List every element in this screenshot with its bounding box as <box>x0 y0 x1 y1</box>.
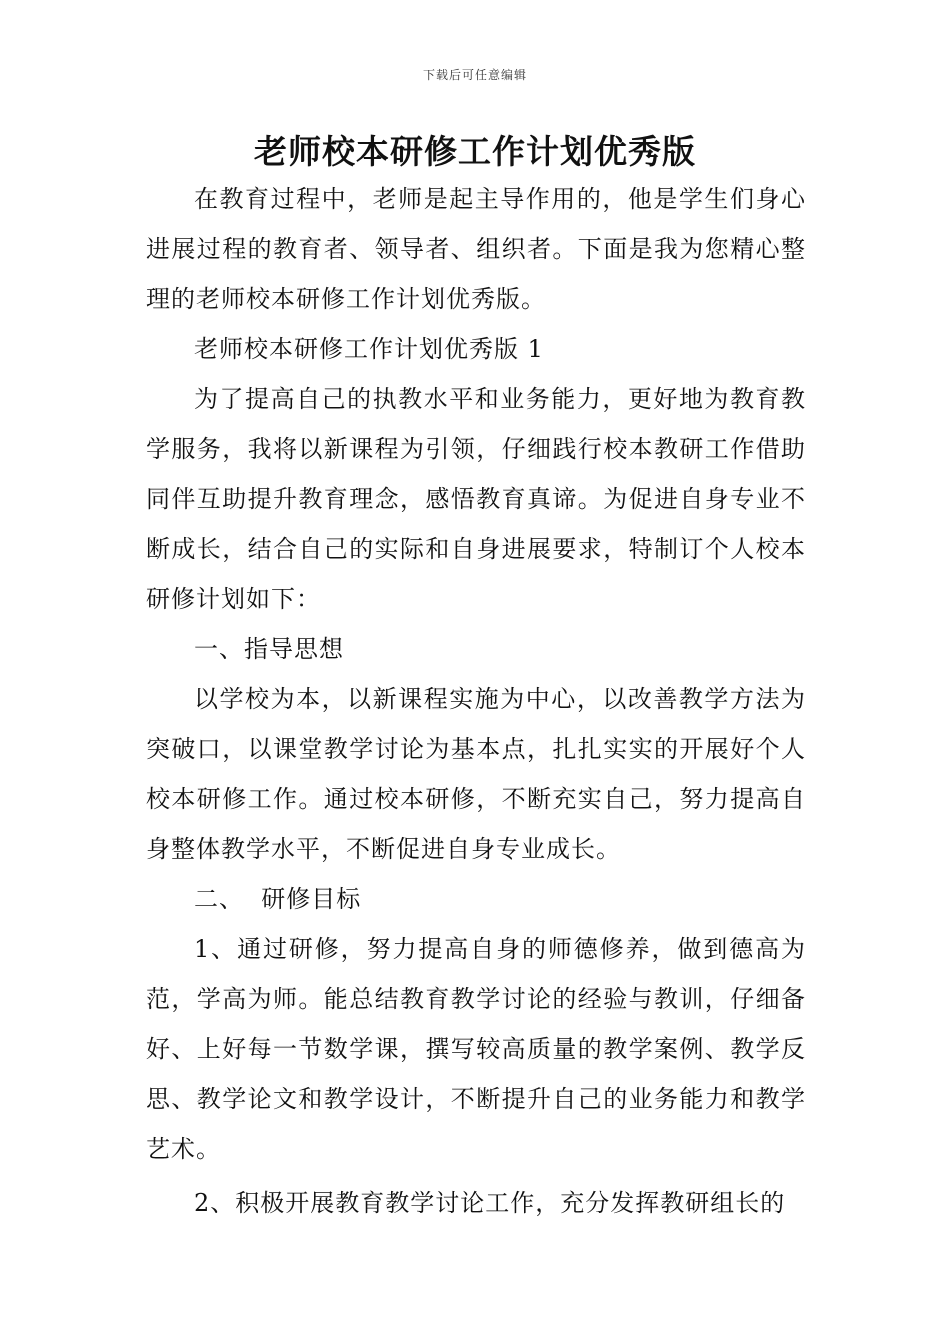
plan-intro-paragraph: 为了提高自己的执教水平和业务能力，更好地为教育教学服务，我将以新课程为引领，仔细践行校本教研工作借助同伴互助提升教育理念，感悟教育真谛。为促进自身专业不断成长，结合自己的实际和自身进展要求，特制订个人校本研修计划如下： <box>146 385 806 613</box>
document-body <box>146 174 806 1228</box>
header-note: 下载后可任意编辑 <box>422 68 527 82</box>
document-title: 老师校本研修工作计划优秀版 <box>254 132 696 171</box>
section-heading-guiding-ideology: 一、指导思想 <box>194 635 344 663</box>
section-heading-plan-1: 老师校本研修工作计划优秀版 1 <box>194 335 544 363</box>
section-heading-research-goals: 二、 研修目标 <box>194 885 362 913</box>
goal-item-2: 2、积极开展教育教学讨论工作，充分发挥教研组长的 <box>194 1189 786 1217</box>
intro-paragraph: 在教育过程中，老师是起主导作用的，他是学生们身心进展过程的教育者、领导者、组织者。下面是我为您精心整理的老师校本研修工作计划优秀版。 <box>146 185 806 313</box>
goal-item-1: 1、通过研修，努力提高自身的师德修养，做到德高为范，学高为师。能总结教育教学讨论的经验与教训，仔细备好、上好每一节数学课，撰写较高质量的教学案例、教学反思、教学论文和教学设计，不断提升自己的业务能力和教学艺术。 <box>146 935 806 1163</box>
guiding-ideology-paragraph: 以学校为本，以新课程实施为中心，以改善教学方法为突破口，以课堂教学讨论为基本点，扎扎实实的开展好个人校本研修工作。通过校本研修，不断充实自己，努力提高自身整体教学水平，不断促进自身专业成长。 <box>146 685 806 863</box>
